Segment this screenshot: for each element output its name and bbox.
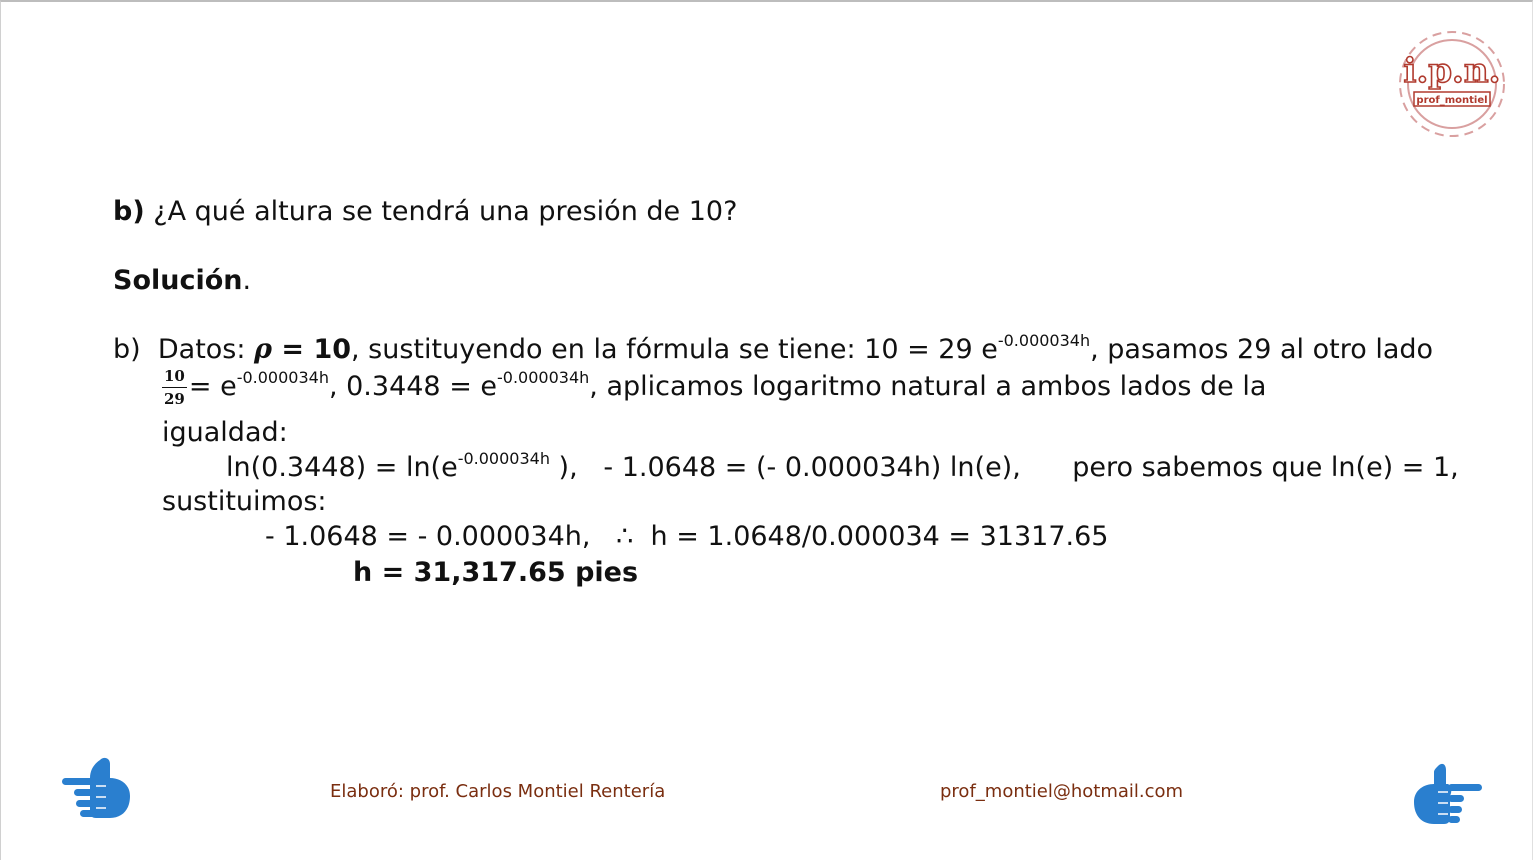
rho-symbol: ρ [254,334,273,365]
rho-value: = 10 [272,334,352,365]
solution-line-6: - 1.0648 = - 0.000034h, ∴ h = 1.0648/0.000034 = 31317.65 [265,521,1109,552]
logo-text: i.p.n. [1403,51,1501,91]
line1-text1: , sustituyendo en la fórmula se tiene: 10 = 29 e [351,334,998,365]
hand-pointing-right-icon[interactable] [1412,762,1484,828]
solution-line-1 [113,331,1434,365]
solution-line-2 [162,368,1266,407]
line1-label: b) [113,334,141,365]
solution-line-5: sustituimos: [162,486,327,517]
question-text: ¿A qué altura se tendrá una presión de 10? [144,196,738,227]
line2-exponent-1: -0.000034h [236,368,329,387]
question-label: b) [113,196,145,227]
hand-pointing-left-icon[interactable] [60,756,132,822]
line2-text1: = e [188,371,237,402]
final-result: h = 31,317.65 pies [353,557,639,588]
solution-heading [113,265,251,296]
solution-heading-text: Solución [113,265,243,296]
line2-text2: , 0.3448 = e [328,371,498,402]
footer-author: Elaboró: prof. Carlos Montiel Rentería [330,781,666,802]
solution-line-4 [226,449,1459,483]
fraction-10-29 [162,368,187,407]
solution-line-3: igualdad: [162,417,288,448]
line4-text1: ln(0.3448) = ln(e [226,452,458,483]
line1-exponent: -0.000034h [997,331,1091,350]
line2-exponent-2: -0.000034h [497,368,590,387]
logo-subtext: prof_montiel [1416,95,1488,106]
question-line [113,196,737,227]
ipn-logo [1396,26,1508,142]
fraction-denominator: 29 [164,389,185,408]
line1-datos: Datos: [157,334,255,365]
solution-period: . [242,265,252,296]
line1-text2: , pasamos 29 al otro lado [1090,334,1434,365]
fraction-numerator: 10 [162,368,187,388]
line2-text3: , aplicamos logaritmo natural a ambos lados de la [589,371,1267,402]
line4-text2: ), - 1.0648 = (- 0.000034h) ln(e), pero sabemos que ln(e) = 1, [549,452,1459,483]
line4-exponent: -0.000034h [457,449,550,468]
footer-email[interactable]: prof_montiel@hotmail.com [940,781,1184,802]
